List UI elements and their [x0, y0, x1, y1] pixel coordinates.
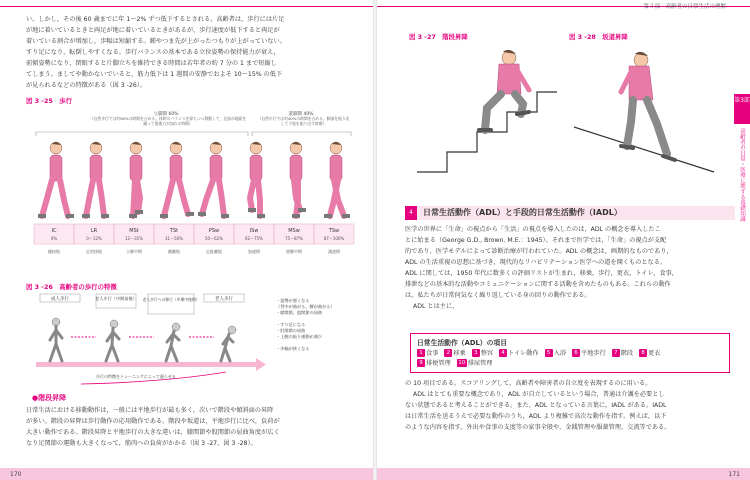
side-tab-body: 高齢者の日常・医療に関する基礎知識 — [739, 128, 745, 222]
gait-figure — [129, 142, 143, 218]
left-page — [0, 0, 373, 480]
text-line: ADL に関しては，1950 年代に数多くの評価リストが生まれ，移乗，歩行，更衣，トイレ，食事， — [405, 270, 678, 277]
stance-title: 立脚期 60% — [153, 112, 179, 117]
adl-item-number: 6 — [572, 349, 580, 357]
right-paragraph-2 — [405, 378, 735, 433]
adl-item — [639, 349, 660, 359]
side-tab-head: 第3部 — [734, 94, 750, 124]
adl-item — [444, 349, 465, 359]
text-line: ADL の生活重視の思想に基づき，現代的なリハビリテーション医学への道を開くものとなる。 — [405, 259, 667, 266]
fig26-note: ・肘関節の屈曲 — [276, 328, 306, 333]
phase-abbr: ISw — [249, 228, 259, 234]
adl-item-number: 8 — [639, 349, 647, 357]
adl-item — [457, 359, 493, 369]
adl-box-title: 日常生活動作（ADL）の項目 — [417, 339, 507, 347]
top-rule — [0, 6, 373, 7]
adl-item-label: 移乗 — [453, 350, 466, 357]
gait-figure — [38, 142, 74, 218]
section-heading — [405, 206, 735, 220]
text-line: 医学の世界に「生命」の視点から「生活」の視点を導入したのは，ADL の概念を導入したこ — [405, 226, 661, 233]
text-line: 前傾姿勢になり，閉眼すると片脚立ちを維持できる時間は若年者の約 7 分の 1 まで短縮し — [26, 60, 277, 67]
ground-band — [36, 362, 256, 367]
right-page — [377, 0, 750, 480]
fig26-label: 図 3 -26 高齢者の歩行の特徴 — [26, 283, 117, 291]
elderly-figures — [50, 318, 236, 361]
text-line: なり足関節の運動も大きくなって，筋肉への負荷がかかる（図 3 -27，図 3 -28）。 — [26, 440, 257, 447]
adl-item — [472, 349, 493, 359]
phase-pct: 0〜12% — [86, 236, 102, 241]
fig26-note: ・すり足になる — [276, 322, 306, 327]
fig25-label: 図 3 -25 歩行 — [26, 97, 73, 105]
swing-title: 遊脚期 40% — [288, 112, 314, 117]
gait-figure — [290, 142, 306, 218]
phase-name: 遊脚中期 — [286, 249, 302, 254]
text-line: は日常生活を送るうえで必要な動作のうち，ADL より複雑で高次な動作を指す。例えば，以下 — [405, 413, 667, 420]
text-line: すり足になり，転倒しやすくなる。歩行バランスの基本である立位姿勢の保持能力が衰え， — [26, 49, 280, 56]
adl-item-number: 2 — [444, 349, 452, 357]
adl-item — [417, 359, 451, 369]
gait-figure — [248, 142, 265, 218]
text-line: とに始まる（George G.D., Brown. M.E.：1945）。それまで医学では，「生命」の視点が支配 — [405, 237, 667, 244]
stance-note-wrap — [88, 116, 248, 136]
fig26-note: ・姿勢が悪くなる — [276, 298, 310, 303]
section-title: 日常生活動作（ADL）と手段的日常生活動作（IADL） — [423, 208, 622, 217]
text-line: 的であり，医学モデルによって診断治療が行われていた。ADL の概念は，画期的なものであり， — [405, 248, 673, 255]
fig26-tag: 老人歩行への移行（中期中後期） — [142, 297, 200, 302]
fig26-elderly-gait-diagram — [26, 292, 366, 392]
gait-figure — [82, 142, 109, 218]
text-line: の 10 項目である。スコアリングして，高齢者や障害者の自立度を表現するのに用いる。 — [405, 380, 652, 387]
adl-items-box — [410, 333, 730, 373]
swing-note-wrap — [256, 116, 351, 136]
phase-pct: 62〜75% — [245, 236, 263, 241]
ground-arrow-head — [256, 358, 266, 371]
phase-name: 加速期 — [248, 249, 260, 254]
adl-item-label: 排便管理 — [426, 360, 451, 367]
adl-item-label: 階段 — [620, 350, 634, 357]
adl-item-label: 整容 — [480, 350, 494, 357]
gait-figure — [198, 142, 229, 218]
phase-abbr: LR — [90, 228, 98, 234]
text-line: い。しかし，その後 60 歳までに年 1〜2% ずつ低下するとされる。高齢者は，歩行には片足 — [26, 16, 285, 23]
gait-figures — [38, 142, 350, 218]
text-line: 日常生活における移動動作は，一般には平地歩行が最も多く，次いで階段や傾斜面の昇降 — [26, 407, 274, 414]
arrow-note-wrap — [96, 374, 176, 388]
right-paragraph-1 — [405, 224, 735, 312]
phase-pct: 31〜50% — [165, 236, 183, 241]
phase-name: 足底接地 — [86, 249, 102, 254]
adl-item — [572, 349, 606, 359]
fig26-tag: 老人歩行 — [215, 297, 233, 302]
phase-abbr: TSw — [328, 228, 340, 234]
adl-item-number: 3 — [472, 349, 480, 357]
fig26-tag: 成人歩行 — [51, 297, 69, 302]
left-paragraph-1 — [26, 14, 361, 91]
fig26-note: ・膝関節，股関節の屈曲 — [276, 310, 323, 315]
text-line: 排泄などの基本的な活動やコミュニケーションに関する活動を含めたものもある。これらの動作 — [405, 281, 671, 288]
adl-item-number: 9 — [417, 359, 425, 367]
text-line: 着いている割合が増加し，歩幅は短縮する。踵やつま先が上がったつもりが上がっていない。 — [26, 38, 286, 45]
phase-name: 足趾離地 — [206, 249, 222, 254]
adl-item — [499, 349, 539, 359]
text-line: ADL はとても重要な概念であり，ADL が自立しているという場合，普通は介護を必要とし — [413, 391, 665, 398]
text-line: てしまう。ましてや動かないでいると，筋力低下は 1 週間の安静でおよそ 10〜15% の低下 — [26, 71, 283, 78]
text-line: が多い。階段の昇降は歩行動作の応用動作である。階段や坂道は，平地歩行に比べ，負荷が — [26, 418, 280, 425]
stairs-subhead: ●階段昇降 — [32, 394, 67, 402]
adl-item-number: 10 — [458, 360, 466, 366]
fig28-label: 図 3 -28 坂道昇降 — [569, 33, 628, 41]
gait-figure — [324, 142, 350, 218]
adl-item-label: 食事 — [426, 350, 439, 357]
phase-pct: 87〜100% — [323, 236, 345, 241]
adl-item-label: 排尿管理 — [467, 360, 493, 367]
text-line: のような内容を指す。外出や食事の支度等の家事全般や，金銭管理や服薬管理，交流等である。 — [405, 424, 671, 431]
adl-items-list — [411, 348, 729, 370]
fig27-label: 図 3 -27 階段昇降 — [409, 33, 468, 41]
phase-abbr: TSt — [169, 228, 179, 234]
adl-item-label: 平地歩行 — [580, 350, 606, 357]
section-number: 4 — [405, 206, 417, 220]
adl-item-label: トイレ動作 — [508, 350, 539, 357]
phase-table — [34, 224, 354, 254]
fig26-note: ・上腕の振り運動が減少 — [276, 334, 323, 339]
phase-abbr: IC — [51, 228, 57, 234]
phase-name: 踵離地 — [168, 249, 180, 254]
text-line: 大きい動作である。階段昇降と平地歩行の大きな違いは，膝関節や股関節の屈曲角度が広く — [26, 429, 280, 436]
stance-note: （自然歩行では約60%の時間を占める。体幹のバランスを保ちつつ移動して，足部が地面を蹴って推進力が加わる時期） — [89, 116, 247, 126]
left-page-number: 170 — [10, 471, 22, 478]
text-line: が地に着いているときと両足が地に着いているときがあるが，歩行速度が低下すると両足が — [26, 27, 280, 34]
adl-item-number: 5 — [545, 349, 553, 357]
text-line: ない状態であると考えることができる。また，ADL となっている言葉に，IADL がある。IADL — [405, 402, 667, 409]
text-line: ADL とは主に， — [413, 303, 459, 310]
swing-note: （自然歩行では約40%の時間を占める。脚部を振り出して下肢を振り出す時期） — [257, 116, 350, 126]
phase-name: 立脚中期 — [126, 249, 142, 254]
right-page-number: 171 — [728, 471, 740, 478]
adl-item-number: 4 — [499, 349, 507, 357]
phase-pct: 50〜62% — [205, 236, 223, 241]
fig28-slope-illustration — [569, 42, 719, 182]
fig26-note: ・歩幅が狭くなる — [276, 346, 310, 351]
chapter-side-tab — [734, 94, 750, 264]
text-line: が見られるなどの特徴がある（図 3 -26）。 — [26, 82, 147, 89]
fig27-stairs-illustration — [417, 42, 557, 182]
adl-item-number: 7 — [612, 349, 620, 357]
fig26-note: （背中が曲がる，腰が曲がる） — [276, 304, 335, 309]
left-paragraph-2 — [26, 405, 361, 449]
phase-abbr: PSw — [208, 228, 220, 234]
phase-name: 減速期 — [328, 249, 340, 254]
phase-pct: 12〜31% — [125, 236, 143, 241]
right-footer-band — [377, 468, 750, 480]
fig25-gait-diagram — [26, 108, 366, 280]
adl-item-label: 入浴 — [553, 350, 567, 357]
text-line: は，私たちが日常何気なく繰り返している身の回りの動作である。 — [405, 292, 591, 299]
left-footer-band — [0, 468, 373, 480]
adl-item — [545, 349, 566, 359]
phase-abbr: MSt — [129, 228, 139, 234]
adl-item-number: 1 — [417, 349, 425, 357]
phase-name: 踵接地 — [48, 249, 60, 254]
adl-item — [612, 349, 633, 359]
phase-pct: 75〜87% — [285, 236, 303, 241]
slope-line — [574, 127, 714, 172]
fig26-tag: 老人歩行（中期前後） — [95, 296, 137, 301]
gait-figure — [160, 142, 194, 218]
phase-pct: 0% — [50, 236, 58, 241]
adl-item-label: 更衣 — [648, 350, 661, 357]
adl-item — [417, 349, 438, 359]
arrow-note: 歩行の特徴をトレーニングによって遅らせる — [96, 374, 176, 379]
phase-abbr: MSw — [288, 228, 300, 234]
running-header: 第３部 高齢者の日常生活の理解 — [643, 4, 726, 10]
